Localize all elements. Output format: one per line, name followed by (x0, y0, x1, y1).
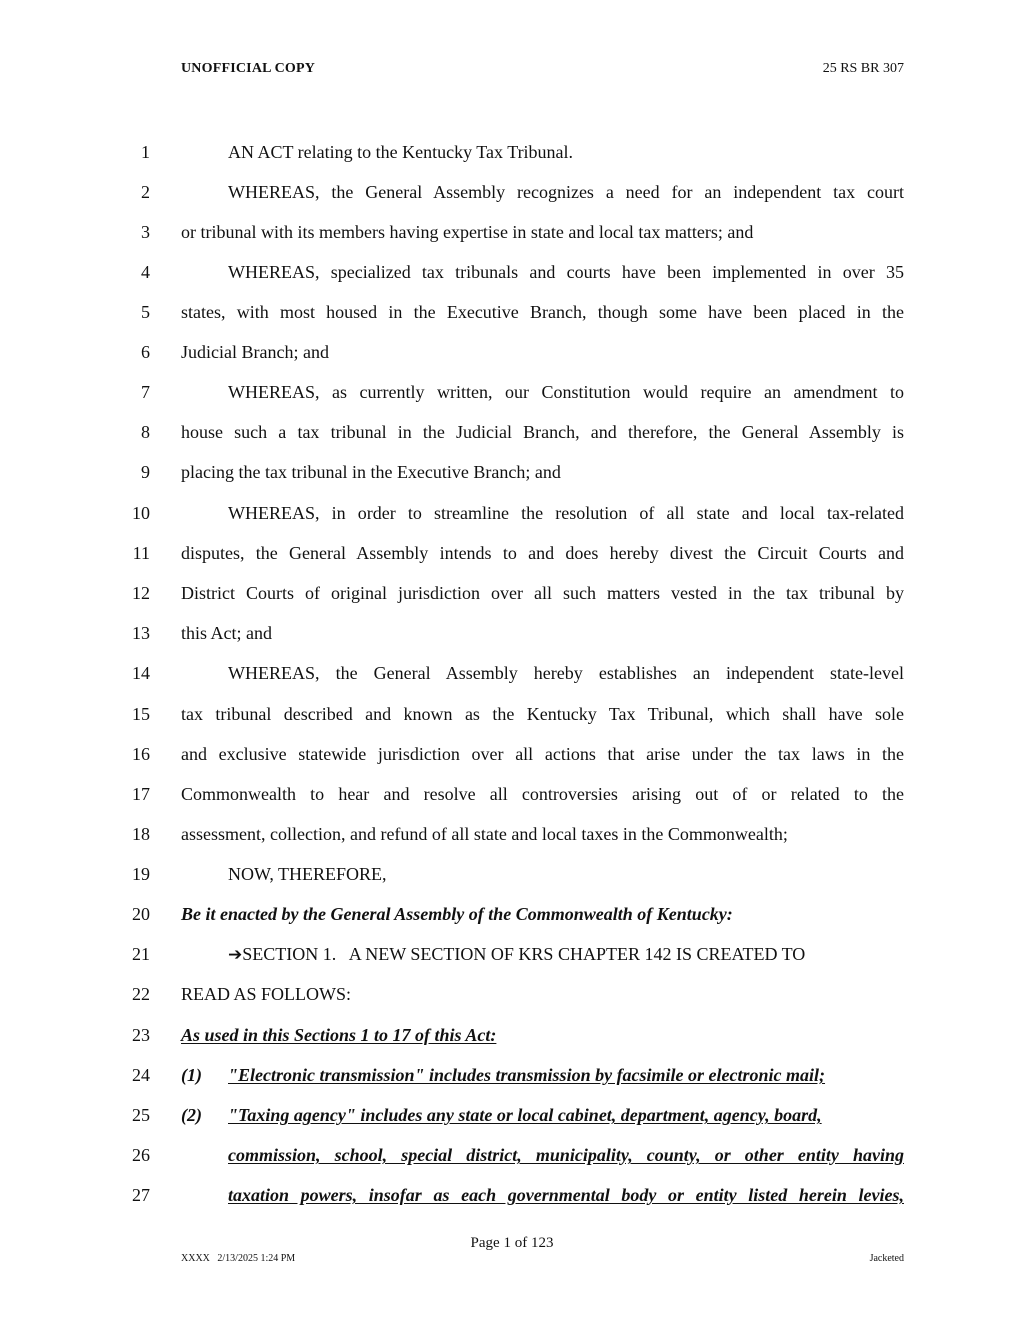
line-number: 15 (132, 704, 150, 724)
line-text: AN ACT relating to the Kentucky Tax Tribunal. (228, 142, 574, 162)
line-20 (0, 903, 1024, 943)
line-7 (0, 381, 1024, 421)
section-heading (228, 943, 904, 966)
header-right: 25 RS BR 307 (822, 61, 904, 76)
line-text: READ AS FOLLOWS: (181, 984, 352, 1004)
line-number: 25 (132, 1105, 150, 1125)
line-10 (0, 502, 1024, 542)
line-number: 10 (132, 503, 150, 523)
line-number: 26 (132, 1145, 150, 1165)
item-text: "Taxing agency" includes any state or local cabinet, department, agency, board, (228, 1105, 822, 1125)
line-16 (0, 743, 1024, 783)
line-15 (0, 703, 1024, 743)
line-21 (0, 943, 1024, 983)
definition-item (181, 1104, 904, 1126)
line-13 (0, 622, 1024, 662)
line-number: 27 (132, 1185, 150, 1205)
line-14 (0, 662, 1024, 702)
enacting-clause: Be it enacted by the General Assembly of the Commonwealth of Kentucky: (181, 904, 733, 924)
item-text: "Electronic transmission" includes transmission by facsimile or electronic mail; (228, 1065, 826, 1085)
line-text: WHEREAS, as currently written, our Constitution would require an amendment to (228, 382, 904, 402)
line-text: and exclusive statewide jurisdiction over all actions that arise under the tax laws in the (181, 744, 904, 764)
line-text: Commonwealth to hear and resolve all controversies arising out of or related to the (181, 784, 904, 804)
line-text: disputes, the General Assembly intends to and does hereby divest the Circuit Courts and (181, 543, 904, 563)
line-number: 4 (141, 262, 150, 282)
line-25 (0, 1104, 1024, 1144)
line-1 (0, 141, 1024, 181)
line-5 (0, 301, 1024, 341)
line-number: 16 (132, 744, 150, 764)
line-number: 17 (132, 784, 150, 804)
line-11 (0, 542, 1024, 582)
line-text: or tribunal with its members having expertise in state and local tax matters; and (181, 222, 754, 242)
line-number: 1 (141, 142, 150, 162)
line-text: Judicial Branch; and (181, 342, 329, 362)
line-6 (0, 341, 1024, 381)
line-4 (0, 261, 1024, 301)
line-number: 24 (132, 1065, 150, 1085)
line-text: WHEREAS, the General Assembly recognizes a need for an independent tax court (228, 182, 904, 202)
line-text: house such a tax tribunal in the Judicial Branch, and therefore, the General Assembly is (181, 422, 904, 442)
footer-left: XXXX 2/13/2025 1:24 PM (181, 1253, 296, 1264)
line-number: 14 (132, 663, 150, 683)
line-number: 5 (141, 302, 150, 322)
line-text: WHEREAS, in order to streamline the resolution of all state and local tax-related (228, 503, 904, 523)
line-text: placing the tax tribunal in the Executive Branch; and (181, 462, 561, 482)
line-17 (0, 783, 1024, 823)
line-text: WHEREAS, the General Assembly hereby establishes an independent state-level (228, 663, 904, 683)
line-text: WHEREAS, specialized tax tribunals and courts have been implemented in over 35 (228, 262, 904, 282)
footer-right: Jacketed (869, 1253, 904, 1264)
line-number: 23 (132, 1025, 150, 1045)
line-number: 3 (141, 222, 150, 242)
line-number: 9 (141, 462, 150, 482)
line-24 (0, 1064, 1024, 1104)
line-18 (0, 823, 1024, 863)
line-text: tax tribunal described and known as the Kentucky Tax Tribunal, which shall have sole (181, 704, 904, 724)
item-number: (2) (181, 1105, 202, 1125)
line-text: this Act; and (181, 623, 272, 643)
line-text: commission, school, special district, municipality, county, or other entity having (228, 1145, 904, 1165)
line-number: 13 (132, 623, 150, 643)
line-number: 8 (141, 422, 150, 442)
line-text: As used in this Sections 1 to 17 of this Act: (181, 1025, 497, 1045)
line-text: assessment, collection, and refund of all state and local taxes in the Commonwealth; (181, 824, 788, 844)
item-number: (1) (181, 1065, 202, 1085)
line-9 (0, 461, 1024, 501)
page-number: Page 1 of 123 (470, 1235, 554, 1251)
line-number: 12 (132, 583, 150, 603)
line-number: 6 (141, 342, 150, 362)
header-left: UNOFFICIAL COPY (181, 61, 316, 76)
line-number: 2 (141, 182, 150, 202)
line-23 (0, 1024, 1024, 1064)
line-number: 21 (132, 944, 150, 964)
line-text: states, with most housed in the Executive Branch, though some have been placed in the (181, 302, 904, 322)
line-number: 22 (132, 984, 150, 1004)
line-22 (0, 983, 1024, 1023)
line-27 (0, 1184, 1024, 1224)
line-2 (0, 181, 1024, 221)
definition-item (181, 1064, 904, 1086)
section-heading-text: SECTION 1. A NEW SECTION OF KRS CHAPTER 142 IS CREATED TO (242, 944, 806, 964)
line-number: 11 (132, 543, 150, 563)
line-number: 7 (141, 382, 150, 402)
line-text: taxation powers, insofar as each governmental body or entity listed herein levies, (228, 1185, 904, 1205)
line-number: 18 (132, 824, 150, 844)
arrow-right-icon: ➔ (228, 945, 243, 965)
line-number: 20 (132, 904, 150, 924)
line-12 (0, 582, 1024, 622)
line-3 (0, 221, 1024, 261)
line-19 (0, 863, 1024, 903)
line-text: District Courts of original jurisdiction over all such matters vested in the tax tribunal by (181, 583, 904, 603)
line-number: 19 (132, 864, 150, 884)
line-8 (0, 421, 1024, 461)
line-text: NOW, THEREFORE, (228, 864, 387, 884)
line-26 (0, 1144, 1024, 1184)
